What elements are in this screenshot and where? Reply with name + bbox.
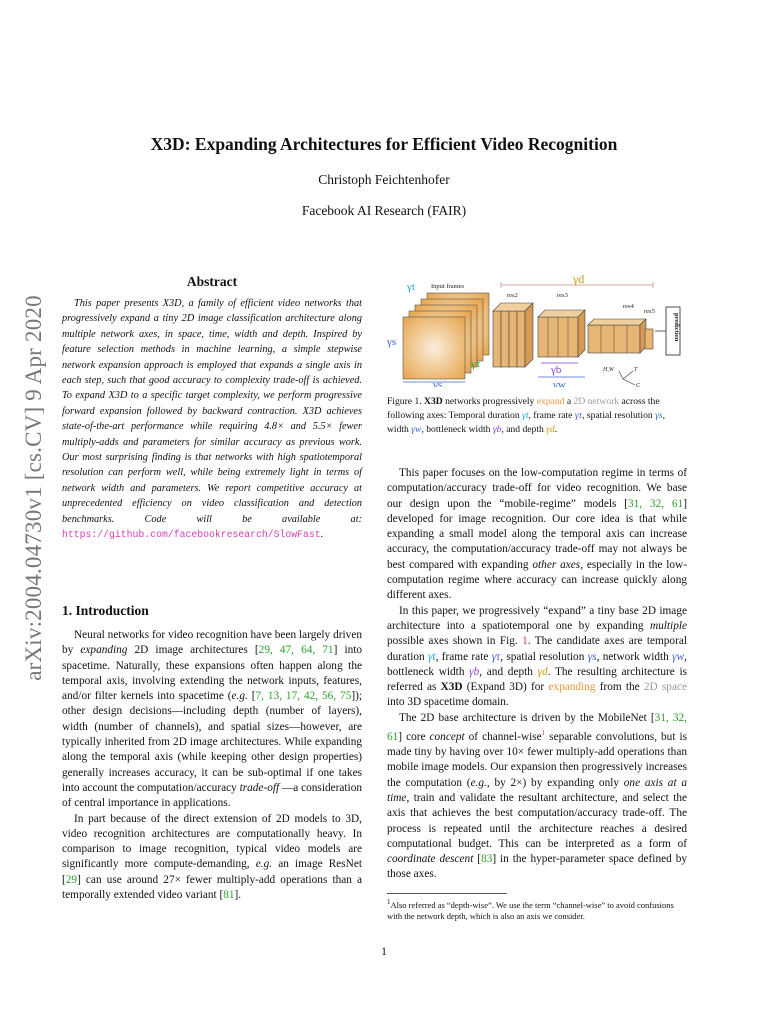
figure-1-diagram [383, 275, 688, 387]
gamma-s: γs [655, 410, 663, 422]
caption-2d-network: 2D network [573, 396, 620, 407]
footnote-divider [387, 893, 507, 894]
prediction-label: prediction [673, 313, 680, 342]
text-run: across the following axes: Temporal duration [387, 396, 660, 422]
caption-x3d: X3D [424, 396, 443, 407]
text-run: , and depth [479, 665, 538, 678]
text-run: [ [473, 853, 482, 866]
text-run: In part because of the direct extension of 2D models to 3D, video recognition architectures are computationally heavy. In comparison to image recognition, typical video models are significantly more compute-demanding, [62, 812, 362, 871]
text-emphasis: multiple [649, 619, 687, 632]
text-emphasis: other axes [532, 558, 581, 571]
text-run: , bottleneck width [387, 650, 687, 678]
text-run: , network width [596, 650, 673, 663]
input-frames-label: Input frames [431, 283, 465, 290]
right-paragraph-1 [387, 466, 687, 604]
text-run: , by 2×) by expanding only [486, 776, 624, 789]
intro-paragraph-2 [62, 812, 362, 904]
citation-link[interactable]: 29, 47, 64, 71 [258, 644, 334, 657]
gamma-s: γs [587, 650, 597, 663]
gamma-w: γw [411, 424, 422, 436]
paper-title: X3D: Expanding Architectures for Efficient Video Recognition [150, 134, 618, 154]
text-run: possible axes shown in Fig. [387, 635, 523, 648]
text-run: The 2D base architecture is driven by the MobileNet [ [399, 711, 655, 724]
caption-label: Figure 1. [387, 396, 425, 407]
res2-block [493, 303, 533, 367]
axes-t-label: T [634, 367, 638, 373]
text-run: , width [387, 410, 665, 436]
axes-hw-label: H,W [603, 367, 614, 373]
text-emphasis: coordinate descent [387, 853, 474, 866]
text-run: [ [247, 690, 256, 703]
text-run: from the [595, 681, 644, 694]
gamma-t-label: γt [407, 281, 415, 293]
text-run: ] developed for image recognition. Our core idea is that while expanding a small model along the temporal axis can increase accuracy, the computation/accuracy trade-off may not always be best compared with expanding [387, 497, 687, 571]
text-run: ] into spacetime. Naturally, these expansions often happen along the temporal axis, involving extending the network inputs, features, and/or filter kernels into spacetime ( [62, 644, 363, 703]
text-run: of channel-wise [464, 730, 542, 743]
text-run: , spatial resolution [582, 410, 656, 422]
citation-link[interactable]: 31, 32, 61 [627, 497, 684, 510]
gamma-b: γb [469, 665, 480, 678]
text-run: separable convolutions, but is made tiny by having over 10× fewer multiply-add operations than mobile image models. Our expansion then progressively increases the computation ( [387, 730, 687, 789]
res3-label: res3 [557, 292, 568, 299]
gamma-s-horizontal-label: γs [433, 379, 443, 387]
text-emphasis: expanding [80, 644, 128, 657]
x3d-architecture-diagram [383, 275, 688, 387]
gamma-t: γt [427, 650, 436, 663]
text-emphasis: e.g. [255, 858, 273, 871]
gamma-d: γd [537, 665, 548, 678]
caption-expand: expand [536, 396, 565, 407]
gamma-s-vertical-label: γs [387, 336, 397, 348]
gamma-w: γw [672, 650, 685, 663]
text-run: , spatial resolution [500, 650, 588, 663]
text-run: networks progressively [442, 396, 537, 407]
gamma-d: γd [546, 424, 555, 436]
text-run: , especially in the low-computation regime where accuracy can increase quickly along different axes. [387, 558, 687, 602]
text-emphasis: trade-off [239, 781, 280, 794]
right-column-text [387, 466, 687, 883]
text-run: , and depth [501, 424, 547, 436]
text-run: . The candidate axes are temporal duration [387, 635, 687, 663]
text-run: ] can use around 27× fewer multiply-add operations than a temporally extended video variant [ [62, 873, 362, 902]
axes-c-label: C [636, 383, 641, 387]
text-run: 2D image architectures [ [127, 644, 259, 657]
axes-glyph [619, 371, 635, 385]
text-run: ]. [234, 889, 242, 902]
citation-link[interactable]: 83 [481, 853, 493, 866]
text-emphasis: one axis at a time [387, 776, 688, 804]
left-column-text [62, 628, 362, 903]
right-paragraph-2 [387, 604, 687, 711]
res5-label: res5 [644, 308, 655, 315]
arxiv-stamp [8, 280, 60, 695]
footnote-number: 1 [387, 898, 391, 906]
res4-block [588, 319, 646, 353]
abstract-body [62, 296, 362, 543]
author-name: Christoph Feichtenhofer [318, 172, 450, 187]
text-run: In this paper, we progressively “expand” a tiny base 2D image architecture into a spatiotemporal one by expanding [387, 604, 687, 632]
text-emphasis: e.g. [470, 776, 487, 789]
abstract-end: . [320, 529, 324, 541]
figure-ref-link[interactable]: 1 [522, 635, 528, 648]
text-run: an image ResNet [ [62, 858, 362, 886]
footnote-ref-link[interactable]: 1 [541, 729, 546, 738]
x3d-term: X3D [440, 681, 463, 694]
citation-link[interactable]: 31, 32, 61 [387, 711, 687, 743]
text-run: This paper focuses on the low-computation regime in terms of computation/accuracy trade-off for video recognition. We base our design upon the “mobile-regime” models [ [387, 467, 687, 510]
text-run: , bottleneck width [421, 424, 493, 436]
expanding-term: expanding [548, 681, 596, 694]
text-run: . The resulting architecture is referred as [387, 665, 687, 694]
text-run: , frame rate [435, 650, 492, 663]
gamma-d-label: γd [573, 275, 585, 286]
page-number: 1 [381, 946, 387, 958]
gamma-b-label: γb [551, 364, 562, 376]
res3-block [538, 310, 585, 357]
code-url-link[interactable]: https://github.com/facebookresearch/SlowFast [62, 529, 321, 541]
intro-paragraph-1 [62, 628, 362, 812]
text-run: ] core [398, 730, 430, 743]
res2-label: res2 [507, 292, 518, 299]
footnote [387, 897, 687, 923]
text-run: —a consideration of central importance in applications. [62, 781, 362, 810]
abstract-heading: Abstract [186, 274, 238, 289]
citation-link[interactable]: 29 [65, 873, 78, 886]
text-run: ] in the hyper-parameter space defined by those axes. [387, 853, 687, 881]
text-run: (Expand 3D) for [462, 681, 549, 694]
res5-block [645, 329, 653, 349]
citation-link[interactable]: 81 [223, 889, 235, 902]
section-heading-introduction: 1. Introduction [62, 603, 149, 618]
right-paragraph-3 [387, 711, 687, 883]
text-run: ]); other design decisions—including depth (number of layers), width (number of channels), and spatial sizes—however, are typically inherited from 2D image architectures. While expanding along the temporal axis (while keeping other design properties) generally increases accuracy, it can be sub-optimal if one takes into account the computation/accuracy [62, 690, 363, 794]
abstract-text: This paper presents X3D, a family of efficient video networks that progressively expand a tiny 2D image classification architecture along multiple network axes, in space, time, width and depth. Inspired by feature selection methods in machine learning, a simple stepwise network expansion approach is employed that expands a single axis in each step, such that good accuracy to complexity trade-off is achieved. To expand X3D to a specific target complexity, we perform progressive forward expansion followed by backward contraction. X3D achieves state-of-the-art performance while requiring 4.8× and 5.5× fewer multiply-adds and parameters for similar accuracy as previous work. Our most surprising finding is that networks with high spatiotemporal resolution can perform well, while being extremely light in terms of network width and parameters. We report competitive accuracy at unprecedented efficiency on video classification and detection benchmarks. Code will be available at: [62, 298, 362, 525]
arxiv-stamp-text: arXiv:2004.04730v1 [cs.CV] 9 Apr 2020 [21, 294, 46, 681]
affiliation: Facebook AI Research (FAIR) [301, 203, 467, 218]
figure-1-caption [387, 395, 687, 438]
res4-label: res4 [623, 303, 634, 310]
text-run: into 3D spacetime domain. [387, 696, 509, 709]
gamma-w-label: γw [553, 379, 566, 387]
text-run: , train and validate the resultant architecture, and select the axis that achieves the best computation/accuracy trade-off. The process is repeated until the architecture reaches a desired computational budget. This can be interpreted as a form of [387, 792, 687, 850]
gamma-tau: γτ [574, 410, 583, 422]
space-2d-term: 2D space [643, 681, 687, 694]
citation-link[interactable]: 7, 13, 17, 42, 56, 75 [255, 690, 352, 703]
gamma-t: γt [522, 410, 529, 422]
footnote-text: Also referred as “depth-wise”. We use the term “channel-wise” to avoid confusions with the network depth, which is also an axis we consider. [387, 899, 674, 922]
text-emphasis: e.g. [231, 690, 248, 703]
text-run: . [554, 424, 558, 436]
text-run: Neural networks for video recognition have been largely driven by [62, 629, 362, 657]
gamma-tau: γτ [491, 650, 501, 663]
gamma-tau-label: γτ [471, 358, 481, 370]
text-run: , frame rate [528, 410, 575, 422]
text-run: a [564, 396, 574, 407]
gamma-b: γb [492, 424, 502, 436]
text-emphasis: concept [429, 730, 465, 743]
